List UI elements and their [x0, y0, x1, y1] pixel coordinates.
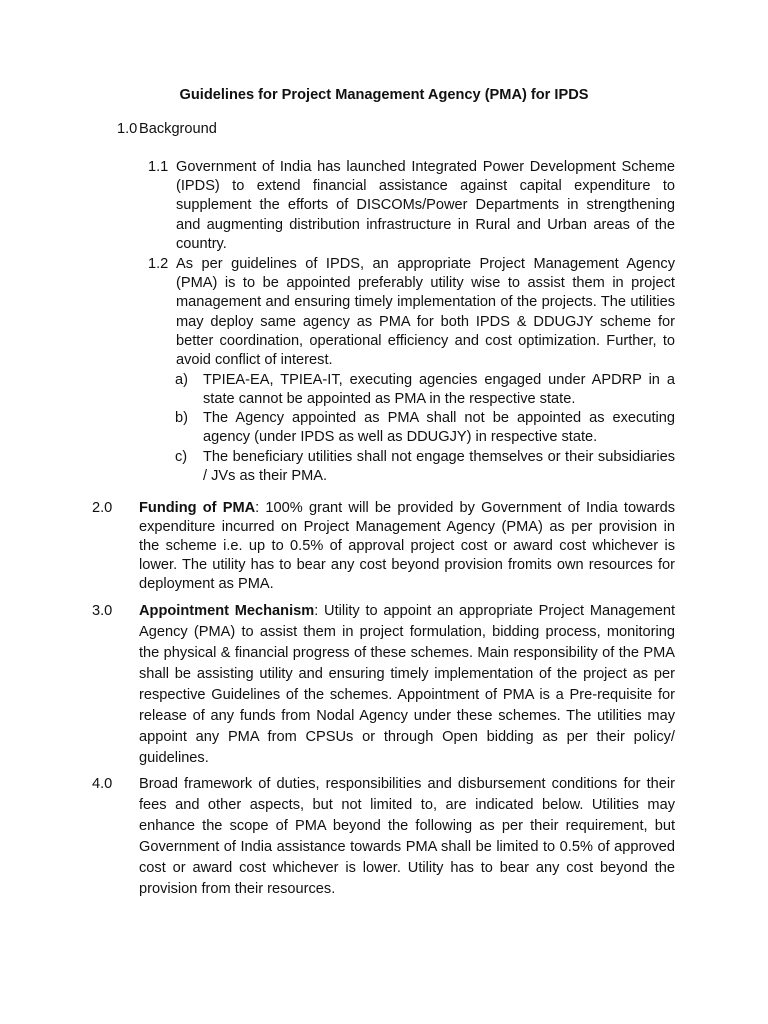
list-item-c: [175, 448, 675, 486]
section-text: [139, 774, 675, 900]
section-number: 2.0: [92, 500, 113, 516]
section-body: Broad framework of duties, responsibilities and disbursement conditions for their fees and other aspects, but not limited to, are indicated below. Utilities may enhance the scope of PMA beyond the following as per their requirement, but Government of India assistance towards PMA shall be limited to 0.5% of approved cost or award cost whichever is lower. Utility has to bear any cost beyond the provision from their resources.: [139, 776, 675, 897]
section-text: [139, 601, 675, 769]
list-item-a: [175, 371, 675, 409]
list-item-label: a): [175, 372, 188, 388]
paragraph-number: 1.2: [148, 256, 169, 272]
paragraph-text: As per guidelines of IPDS, an appropriate Project Management Agency (PMA) is to be appointed preferably utility wise to assist them in project management and ensuring timely implementation of the projects. The utilities may deploy same agency as PMA for both IPDS & DDUGJY scheme for better coordination, operational efficiency and cost optimization. Further, to avoid conflict of interest.: [176, 256, 675, 369]
list-item-text: TPIEA-EA, TPIEA-IT, executing agencies engaged under APDRP in a state cannot be appointed as PMA in the respective state.: [203, 372, 675, 408]
list-item-text: The beneficiary utilities shall not engage themselves or their subsidiaries / JVs as their PMA.: [203, 449, 675, 485]
list-item-text: The Agency appointed as PMA shall not be appointed as executing agency (under IPDS as well as DDUGJY) in respective state.: [203, 410, 675, 446]
section-heading: Funding of PMA: [139, 500, 256, 516]
list-item-label: c): [175, 449, 188, 465]
section-body: : 100% grant will be provided by Government of India towards expenditure incurred on Project Management Agency (PMA) as per provision in the scheme i.e. up to 0.5% of approval project cost or award cost whichever is lower. The utility has to bear any cost beyond provision fromits own resources for deployment as PMA.: [139, 500, 675, 592]
section-1-heading: [117, 120, 217, 139]
list-item-b: [175, 409, 675, 447]
section-3: [92, 601, 675, 769]
list-item-label: b): [175, 410, 188, 426]
paragraph-number: 1.1: [148, 159, 169, 175]
section-heading-text: Background: [139, 121, 217, 137]
paragraph-text: Government of India has launched Integrated Power Development Scheme (IPDS) to extend financial assistance against capital expenditure to supplement the efforts of DISCOMs/Power Departments in strengthening and augmenting distribution infrastructure in Rural and Urban areas of the country.: [176, 159, 675, 252]
section-number: 1.0: [117, 121, 138, 137]
section-2: [92, 499, 675, 594]
section-text: [139, 499, 675, 594]
paragraph-1-1: [148, 158, 675, 254]
section-number: 4.0: [92, 776, 113, 792]
section-4: [92, 774, 675, 900]
document-title: Guidelines for Project Management Agency (PMA) for IPDS: [179, 87, 589, 103]
section-number: 3.0: [92, 603, 113, 619]
section-heading: Appointment Mechanism: [139, 603, 315, 619]
section-body: : Utility to appoint an appropriate Project Management Agency (PMA) to assist them in project formulation, bidding process, monitoring the physical & financial progress of these schemes. Main responsibility of the PMA shall be assisting utility and ensuring timely implementation of the project as per respective Guidelines of the schemes. Appointment of PMA is a Pre-requisite for release of any funds from Nodal Agency under these schemes. The utilities may appoint any PMA from CPSUs or through Open bidding as per their policy/ guidelines.: [139, 603, 676, 766]
paragraph-1-2: [148, 255, 675, 370]
